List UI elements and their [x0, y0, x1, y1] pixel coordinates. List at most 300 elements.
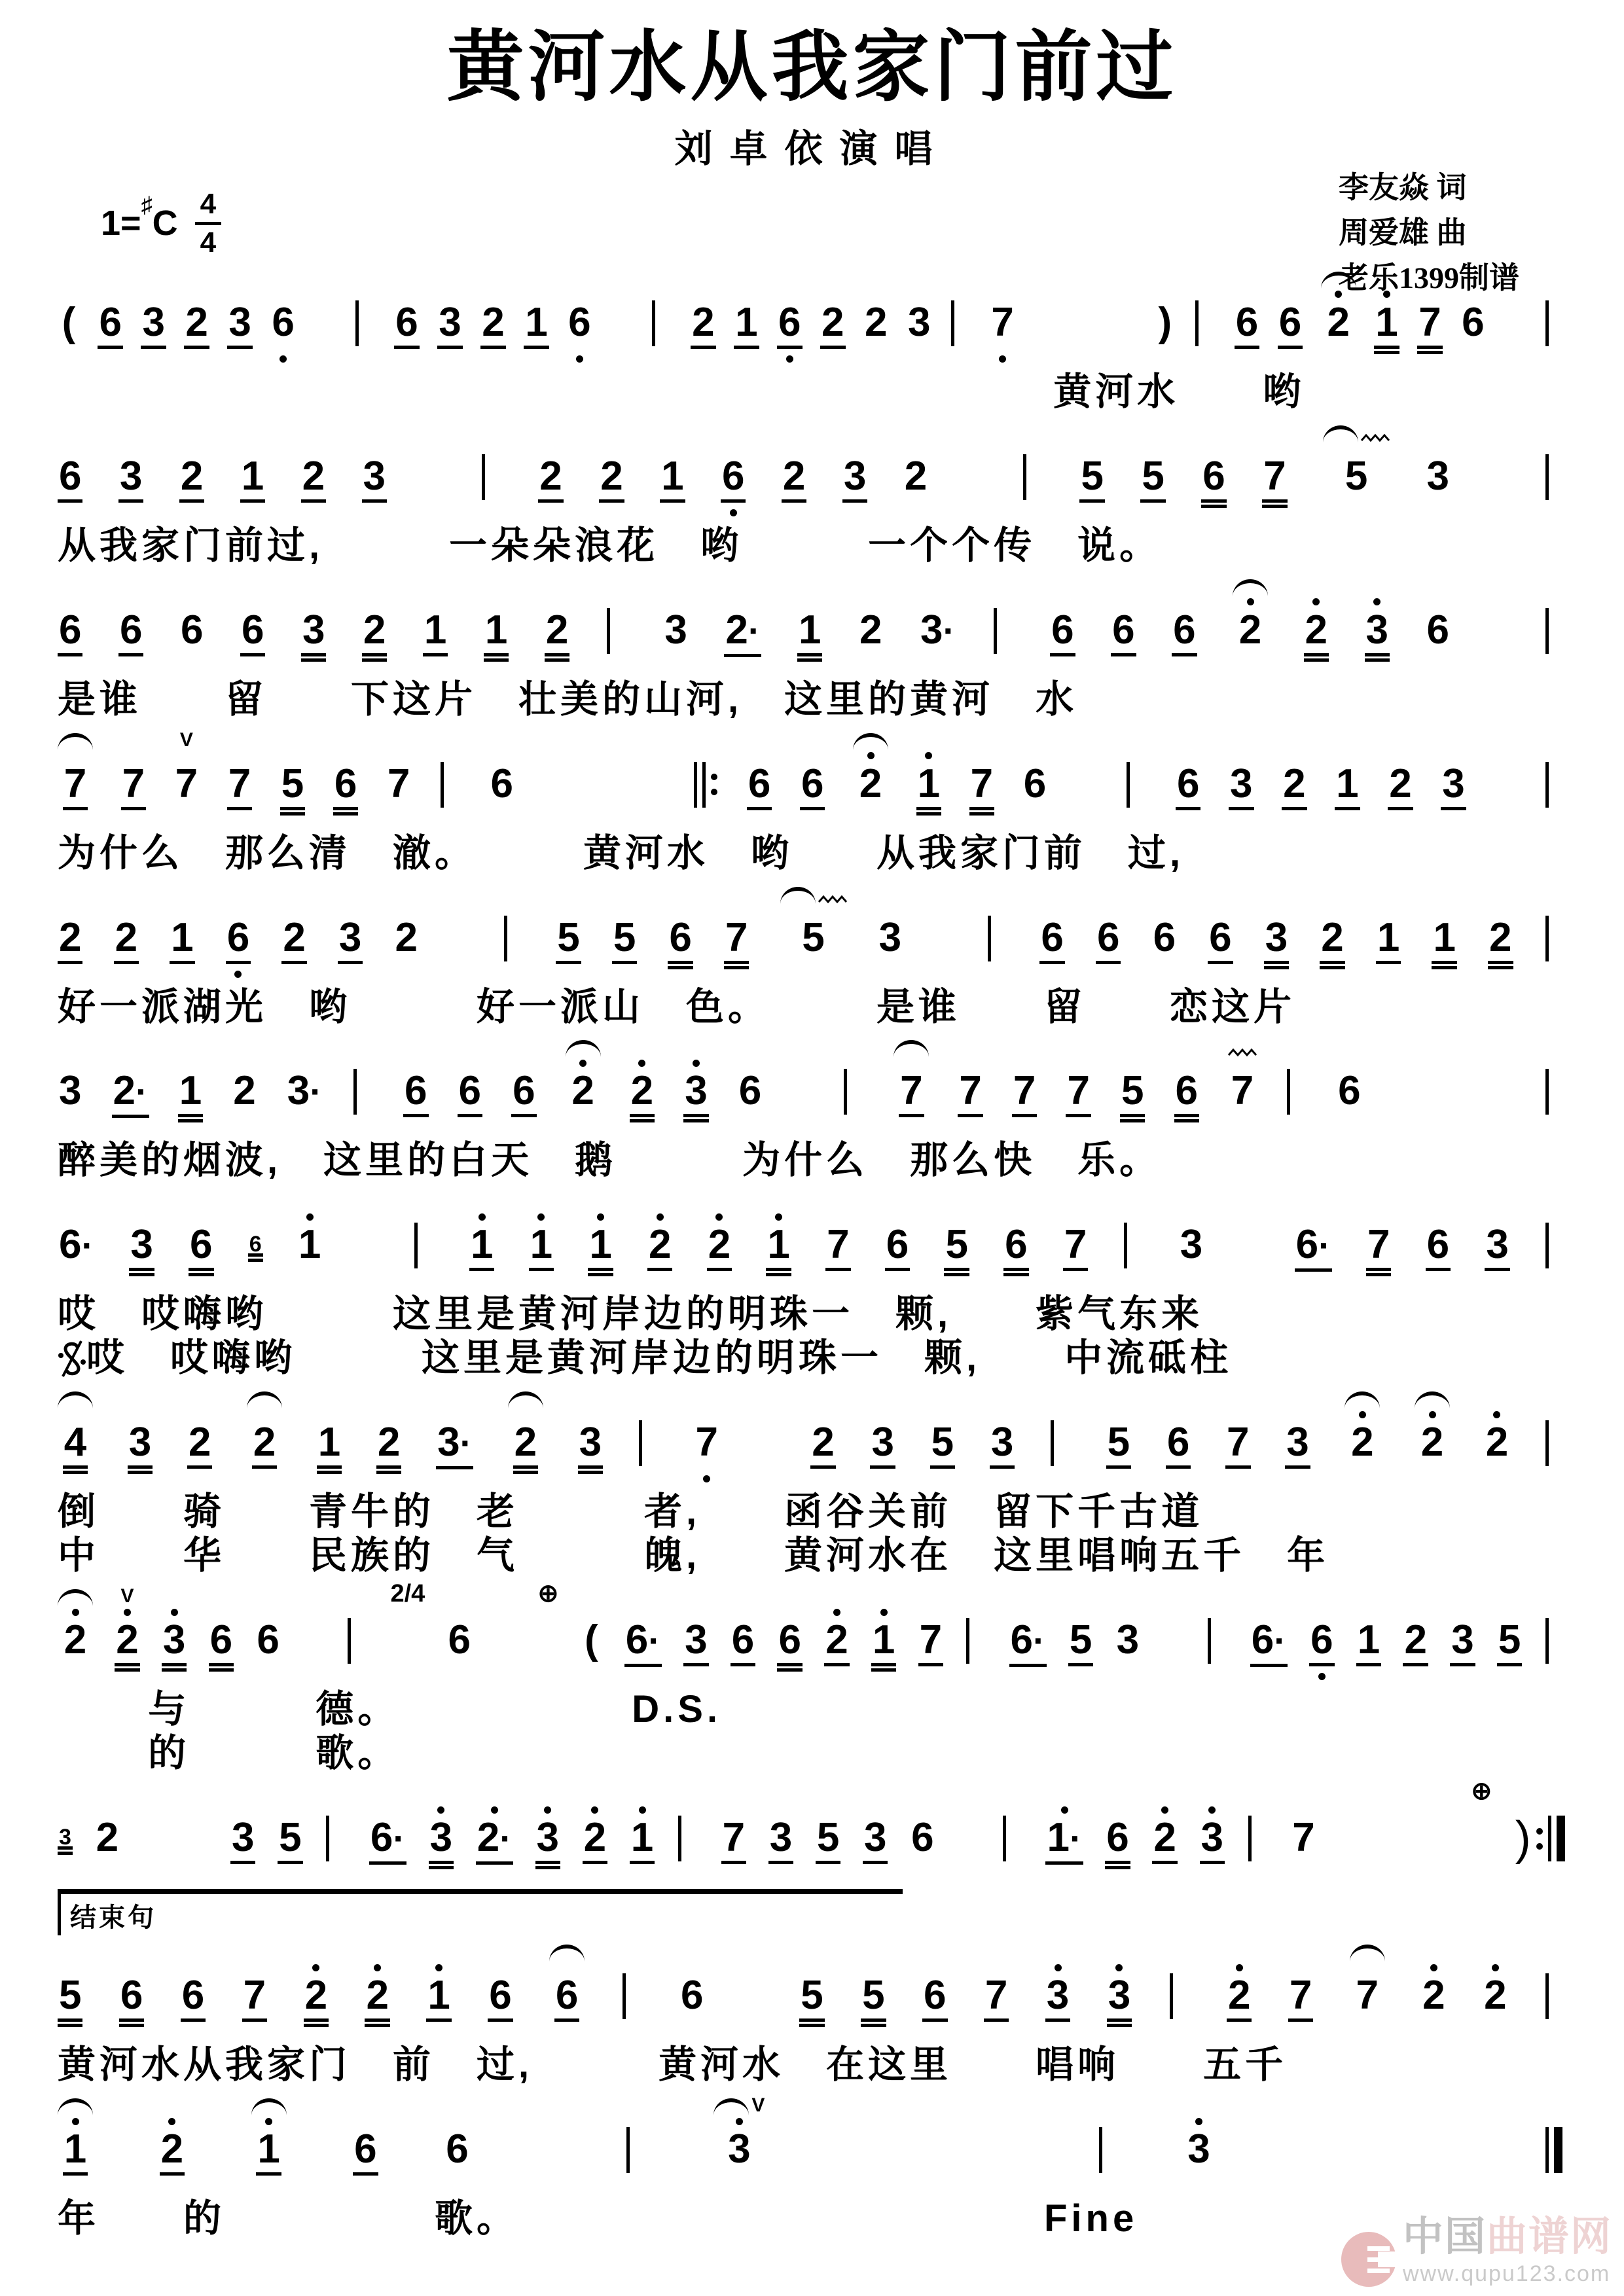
duration-dash — [933, 916, 956, 925]
duration-dash — [186, 1816, 208, 1825]
barline — [1545, 454, 1565, 500]
notation-system-12 — [58, 2090, 1566, 2240]
note-token — [278, 1779, 302, 1884]
lyrics-line — [58, 1491, 1566, 1534]
note-glyph: 7 — [121, 762, 146, 816]
barline — [625, 2127, 647, 2182]
note-token — [1168, 1937, 1191, 2043]
note-glyph: 6 — [922, 1973, 947, 2027]
octave-dot-below-area — [234, 969, 242, 984]
note-token — [58, 264, 80, 368]
notes-row — [58, 1937, 1566, 2043]
note-token — [588, 1186, 613, 1291]
note-glyph: 7 — [991, 299, 1014, 345]
octave-dot — [1161, 1806, 1168, 1814]
barline — [607, 608, 626, 654]
octave-dot-above-area — [1055, 1962, 1062, 1973]
note-token — [1022, 418, 1044, 524]
score-body — [58, 264, 1566, 2240]
note-token — [242, 1937, 267, 2041]
note-glyph: 2 — [810, 1420, 835, 1474]
notation-system-11 — [58, 1889, 1566, 2087]
note-glyph: 2 — [513, 1420, 538, 1474]
notes-row — [58, 725, 1566, 831]
note-token — [529, 1186, 554, 1291]
note-token — [612, 879, 637, 984]
duration-dash — [1504, 300, 1526, 310]
note-token — [1200, 1779, 1225, 1884]
note-token — [1063, 1186, 1088, 1291]
qupu-logo-icon — [1341, 2232, 1396, 2287]
note-ornament-area — [853, 725, 888, 750]
note-glyph: 3 — [162, 1618, 187, 1672]
note-ornament-area — [1344, 1384, 1380, 1408]
note-token — [1176, 725, 1200, 830]
slur-arc-icon — [508, 1391, 543, 1408]
barline — [1544, 2127, 1566, 2182]
note-token — [1544, 264, 1566, 370]
barline-stroke — [1003, 1816, 1006, 1861]
note-glyph: 1 — [630, 1816, 655, 1869]
barline — [1001, 1816, 1024, 1871]
note-token — [683, 1032, 708, 1137]
dot — [711, 774, 717, 780]
note-glyph: 3 — [878, 914, 902, 960]
note-token — [1376, 879, 1401, 984]
note-token — [58, 879, 82, 984]
octave-dot — [703, 1475, 710, 1482]
note-glyph: 5 — [944, 1223, 969, 1276]
note-token — [1096, 879, 1121, 984]
barline-stroke — [355, 300, 359, 346]
octave-dot-above-area — [579, 1057, 586, 1069]
octave-dot — [657, 1213, 664, 1221]
notes-row — [58, 1581, 1566, 1687]
barline — [326, 1816, 346, 1861]
octave-dot — [1236, 1964, 1243, 1971]
note-token — [118, 418, 143, 522]
octave-dot-below-area — [999, 354, 1006, 368]
octave-dot-above-area — [1359, 1408, 1366, 1420]
note-token — [691, 264, 715, 368]
barline — [1544, 1618, 1566, 1673]
note-token — [605, 571, 628, 677]
note-glyph: 7 — [242, 1973, 267, 2027]
barline — [951, 300, 971, 346]
octave-dot — [833, 1609, 840, 1616]
note-glyph: 3 — [990, 1420, 1015, 1474]
duration-dash — [831, 2127, 854, 2136]
note-token — [683, 1581, 708, 1686]
augmentation-dot: · — [310, 1071, 322, 1113]
note-token — [863, 1779, 888, 1884]
note-token — [386, 725, 411, 830]
note-token — [362, 418, 387, 522]
note-glyph: 7 — [1366, 1223, 1391, 1276]
octave-dot — [925, 752, 932, 759]
note-glyph: 7 — [227, 762, 252, 816]
barline — [325, 1816, 347, 1871]
barline-stroke — [678, 1816, 681, 1861]
note-glyph: 3· — [287, 1068, 322, 1114]
note-token — [625, 2090, 647, 2197]
note-glyph: 5 — [1068, 1618, 1093, 1672]
note-glyph: 7 — [1063, 1223, 1088, 1276]
octave-dot-above-area — [597, 1211, 604, 1223]
slur-arc-icon — [58, 733, 93, 750]
octave-dot — [579, 1060, 586, 1067]
note-token — [1225, 1384, 1250, 1488]
octave-dot — [639, 1806, 646, 1814]
slur-arc-icon — [58, 1391, 93, 1408]
note-token — [567, 264, 592, 368]
barline-stroke — [1545, 916, 1549, 961]
lyrics-text: 哎 哎嗨哟 这里是黄河岸边的明珠一 颗, 紫气东来 — [58, 1293, 1204, 1336]
duration-dash — [1278, 2127, 1300, 2136]
note-glyph: 7 — [1356, 1973, 1379, 2018]
note-token — [1068, 1581, 1093, 1686]
note-token — [853, 725, 888, 830]
meter-denominator: 4 — [200, 226, 217, 259]
barline — [353, 1069, 373, 1115]
note-glyph: 3 — [1180, 1222, 1203, 1268]
octave-dot — [312, 1964, 319, 1971]
barline — [1545, 1223, 1565, 1268]
note-glyph: 6 — [1235, 300, 1259, 354]
duration-dash — [592, 762, 615, 771]
time-change-label: 2/4 — [390, 1580, 425, 1608]
barline — [988, 916, 1007, 961]
duration-dash — [1382, 1816, 1405, 1825]
barline-stroke — [1023, 454, 1026, 500]
note-glyph: 1 — [871, 1618, 896, 1672]
watermark-site-name: 中国 — [1402, 2214, 1487, 2259]
note-glyph: 2 — [1403, 1618, 1428, 1672]
note-glyph: 2 — [184, 300, 209, 354]
note-glyph: 1 — [524, 300, 549, 354]
note-token — [119, 1937, 144, 2041]
barline-stroke — [1545, 608, 1549, 654]
barline-stroke — [1545, 454, 1549, 500]
octave-dot — [306, 1213, 314, 1221]
note-token — [304, 1937, 329, 2041]
note-token — [247, 1384, 282, 1488]
note-glyph: 2· — [112, 1069, 149, 1123]
octave-dot — [478, 1213, 486, 1221]
octave-dot-above-area — [435, 1962, 442, 1973]
slur-arc-icon — [893, 1040, 929, 1057]
note-token — [1045, 1937, 1070, 2041]
barline-stroke — [1545, 1223, 1549, 1268]
note-token — [58, 725, 93, 830]
note-glyph: 2 — [782, 454, 806, 508]
note-glyph: 2 — [538, 454, 563, 508]
note-token — [1113, 264, 1136, 324]
note-token — [115, 1581, 139, 1686]
note-glyph: 6 — [118, 608, 143, 662]
octave-dot-above-area — [1061, 1804, 1068, 1816]
note-token — [393, 879, 418, 984]
barline — [652, 300, 672, 346]
note-glyph: 6 — [248, 1232, 263, 1262]
octave-dot-above-area — [72, 1606, 79, 1618]
slur-arc-icon — [713, 2098, 749, 2115]
note-token — [490, 725, 514, 830]
note-glyph: 6 — [448, 1617, 471, 1663]
note-glyph: 6 — [446, 2126, 469, 2172]
note-token — [1045, 1779, 1083, 1884]
repeat-dots — [711, 774, 717, 795]
note-token — [376, 1384, 401, 1488]
note-token — [436, 1384, 473, 1489]
segno-icon — [58, 1338, 86, 1379]
note-token — [121, 725, 146, 830]
note-glyph: 7 — [1231, 1068, 1254, 1114]
lyrics-line — [58, 525, 1566, 567]
note-token — [403, 1032, 428, 1137]
lyrics-line — [58, 1293, 1566, 1336]
octave-dot-above-area — [867, 750, 875, 762]
note-glyph: 1 — [734, 300, 759, 354]
coda-icon: ⊕ — [537, 1580, 559, 1608]
note-token — [707, 1186, 732, 1291]
octave-dot-above-area — [1115, 1962, 1123, 1973]
credits-block — [1339, 165, 1519, 300]
note-glyph: 6 — [777, 1618, 802, 1672]
barline-stroke — [1545, 300, 1549, 346]
note-glyph: 2 — [545, 608, 569, 662]
octave-dot-above-area — [1208, 1804, 1216, 1816]
barline — [1545, 2127, 1565, 2173]
duration-dash — [1427, 1816, 1449, 1825]
barline-stroke — [1548, 1816, 1551, 1861]
note-token — [1140, 418, 1165, 522]
barline — [1287, 1069, 1307, 1115]
note-glyph: 3 — [1116, 1617, 1140, 1663]
note-token — [535, 1779, 560, 1884]
note-token — [426, 1937, 451, 2041]
note-token — [1365, 571, 1390, 676]
barline — [694, 762, 717, 808]
note-token — [1426, 571, 1451, 676]
note-token — [1238, 1186, 1260, 1246]
barline — [1170, 1973, 1189, 2019]
note-glyph: 2 — [58, 916, 82, 969]
note-glyph: 2 — [647, 1223, 672, 1276]
note-token — [162, 1581, 187, 1686]
note-token — [782, 418, 806, 522]
note-token — [1366, 1186, 1391, 1291]
note-token — [1441, 725, 1466, 830]
note-token — [439, 725, 461, 831]
note-token — [1335, 725, 1360, 830]
note-token — [965, 1581, 987, 1687]
barline-stroke — [1051, 1420, 1054, 1466]
note-glyph: 6 — [911, 1815, 934, 1861]
duration-dash — [1487, 608, 1509, 617]
note-glyph: 3 — [870, 1420, 895, 1474]
barline-stroke — [504, 916, 507, 961]
note-glyph: 5 — [58, 1973, 82, 2027]
note-token — [1229, 725, 1254, 830]
slur-arc-icon — [58, 2098, 93, 2115]
key-text: 1=♯C — [101, 192, 178, 243]
note-glyph: 3 — [1107, 1973, 1132, 2027]
barline-stroke — [844, 1069, 847, 1115]
note-token — [314, 264, 336, 324]
note-token — [990, 1384, 1015, 1488]
note-token — [1111, 571, 1136, 676]
parenthesis: ) — [1158, 299, 1172, 345]
duration-dash — [1486, 454, 1508, 463]
note-token — [624, 1581, 662, 1687]
note-glyph: 7 — [1262, 454, 1287, 508]
note-glyph: 5 — [802, 914, 825, 960]
duration-dash — [1074, 300, 1096, 310]
duration-dash — [1009, 2127, 1031, 2136]
duration-dash — [450, 916, 472, 925]
note-token — [1455, 2090, 1477, 2151]
note-glyph: 1 — [426, 1973, 451, 2027]
note-token — [1337, 1032, 1362, 1137]
note-token — [1426, 1186, 1451, 1291]
note-glyph: 3 — [1045, 1973, 1070, 2027]
note-glyph: 3 — [1365, 608, 1390, 662]
note-token — [484, 571, 509, 676]
note-glyph: 2 — [1304, 608, 1329, 662]
note-token — [1001, 1779, 1024, 1885]
note-glyph: 1 — [469, 1223, 494, 1276]
note-token — [1415, 1384, 1450, 1488]
note-token — [1544, 725, 1566, 831]
note-token — [1228, 1032, 1257, 1137]
note-token — [545, 571, 569, 676]
note-glyph: 2 — [376, 1420, 401, 1474]
note-glyph: 6 — [1105, 1816, 1130, 1869]
octave-dot — [1115, 1964, 1123, 1971]
note-ornament-area — [508, 1384, 543, 1408]
octave-dot-below-area — [703, 1474, 710, 1488]
note-token — [734, 264, 759, 368]
note-glyph: 2· — [476, 1816, 513, 1870]
note-token — [458, 1032, 482, 1137]
note-token — [240, 418, 265, 522]
note-glyph: 3 — [1450, 1618, 1475, 1672]
note-token — [777, 264, 802, 368]
barline — [1206, 1618, 1229, 1673]
barline — [1514, 1812, 1566, 1871]
octave-dot — [1055, 1964, 1062, 1971]
octave-dot — [638, 1060, 645, 1067]
grace-note — [58, 1788, 73, 1869]
note-token — [1442, 1032, 1464, 1092]
notation-system-10 — [58, 1779, 1566, 1885]
lyrics-line — [58, 1337, 1566, 1380]
note-token — [302, 1581, 325, 1641]
note-token — [1264, 879, 1289, 984]
note-token — [1514, 1779, 1566, 1885]
note-token — [112, 1032, 149, 1138]
barline — [1127, 762, 1146, 808]
note-glyph: 6 — [240, 608, 265, 662]
octave-dot-above-area — [1161, 1804, 1168, 1816]
note-glyph: 6 — [1096, 916, 1121, 969]
note-glyph: 7 — [1288, 1973, 1313, 2027]
note-token — [1544, 1937, 1566, 2043]
note-glyph: 7 — [1225, 1420, 1250, 1474]
close-paren: ) — [1515, 1812, 1531, 1865]
barline — [966, 1618, 986, 1664]
note-ornament-area — [713, 2090, 765, 2115]
notation-system-4 — [58, 725, 1566, 875]
note-glyph: 6 — [209, 1618, 234, 1672]
note-token — [227, 264, 252, 368]
barline — [482, 454, 501, 500]
note-token — [1485, 1384, 1509, 1488]
note-ornament-area — [58, 1581, 93, 1606]
note-token — [536, 2090, 558, 2151]
note-token — [226, 879, 251, 984]
note-token — [766, 1186, 791, 1291]
note-token — [1166, 1384, 1191, 1488]
note-ornament-area — [780, 879, 847, 904]
note-glyph: 6 — [1426, 1223, 1451, 1276]
note-token — [777, 1581, 802, 1686]
note-ornament-area — [58, 1384, 93, 1408]
octave-dot — [786, 355, 793, 363]
barline — [354, 300, 376, 355]
octave-dot — [171, 1609, 178, 1616]
note-token — [780, 879, 847, 984]
notation-system-8 — [58, 1384, 1566, 1577]
note-token — [861, 1937, 886, 2041]
note-token — [1278, 264, 1303, 368]
note-glyph: 3 — [230, 1816, 255, 1869]
note-glyph: 2 — [1238, 607, 1262, 653]
note-token — [317, 1384, 342, 1488]
note-token — [1403, 1581, 1428, 1686]
note-glyph: 2 — [583, 1816, 607, 1869]
barline-stroke — [1287, 1069, 1290, 1115]
note-token — [1105, 1779, 1130, 1884]
note-token — [919, 571, 956, 677]
note-token — [1488, 879, 1513, 984]
note-glyph: 2 — [571, 1068, 594, 1114]
sharp-icon: ♯ — [141, 192, 153, 218]
barline — [1544, 1973, 1566, 2028]
octave-dot — [1195, 2118, 1202, 2125]
barline — [480, 454, 503, 509]
note-token — [754, 1384, 776, 1444]
barline — [503, 916, 525, 971]
octave-dot — [1429, 1411, 1436, 1418]
duration-dash — [422, 454, 444, 463]
octave-dot-below-area — [280, 354, 287, 368]
note-glyph: 3 — [128, 1420, 153, 1474]
note-token — [469, 1186, 494, 1291]
note-glyph: 2 — [1420, 1420, 1444, 1465]
octave-dot-above-area — [171, 1606, 178, 1618]
note-token — [922, 1937, 947, 2041]
notation-system-2 — [58, 418, 1566, 567]
note-glyph: 6 — [1174, 1069, 1199, 1122]
note-glyph: 5 — [1079, 454, 1104, 508]
note-glyph: 6 — [488, 1973, 513, 2027]
note-glyph: 3· — [436, 1420, 473, 1475]
note-glyph: 2 — [1484, 1973, 1507, 2018]
note-token — [1003, 1186, 1028, 1291]
barline — [623, 1973, 642, 2019]
